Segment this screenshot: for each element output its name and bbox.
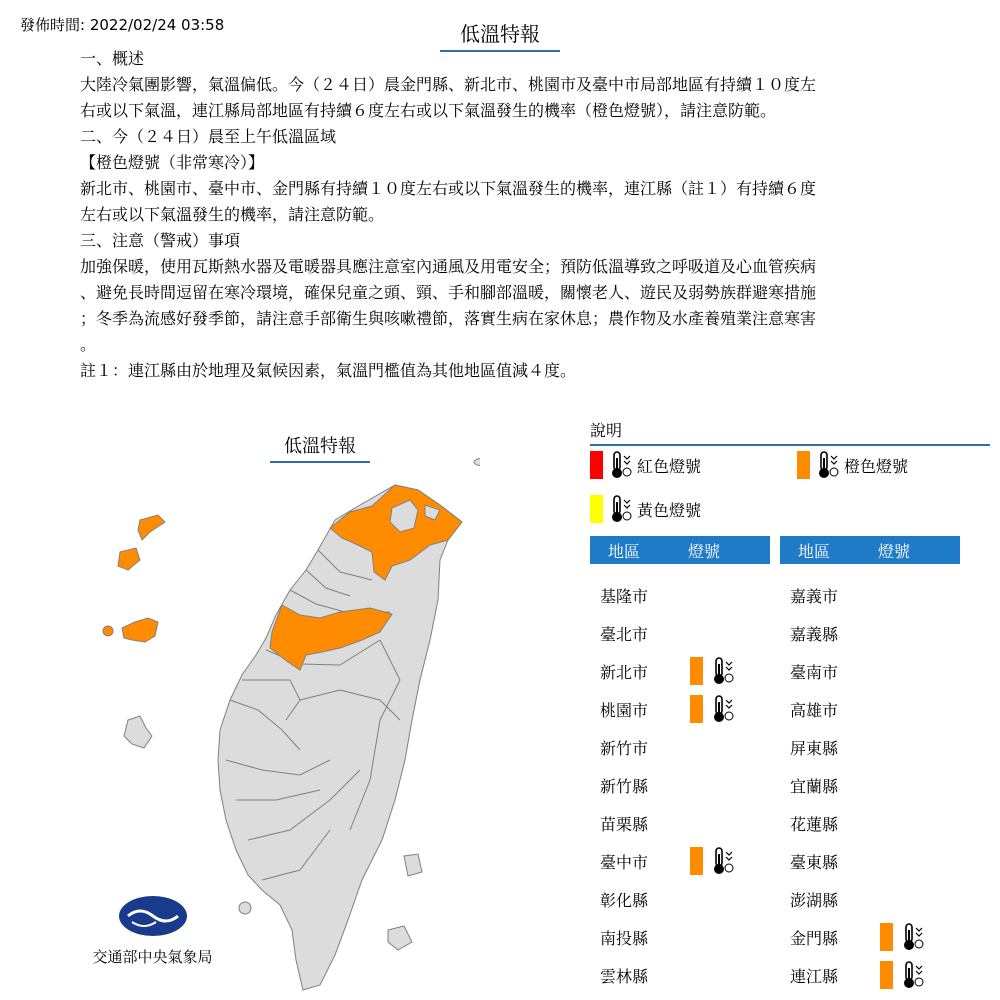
header-region: 地區 xyxy=(798,541,831,561)
legend-red xyxy=(590,450,701,480)
header-region: 地區 xyxy=(608,541,641,561)
table-row xyxy=(780,842,980,880)
region-name: 嘉義縣 xyxy=(790,624,839,644)
warning-light xyxy=(690,846,735,876)
legend-title: 說明 xyxy=(590,418,990,446)
region-name: 桃園市 xyxy=(600,700,649,720)
table-row xyxy=(590,804,770,842)
table-header-right xyxy=(780,536,960,564)
area-line: 新北市、桃園市、臺中市、金門縣有持續１０度左右或以下氣溫發生的機率，連江縣（註１）有持續６度 xyxy=(80,179,817,198)
matsu-island xyxy=(118,548,140,570)
region-name: 金門縣 xyxy=(790,928,839,948)
matsu-island xyxy=(138,515,165,540)
orange-swatch xyxy=(797,451,810,479)
table-row xyxy=(780,728,980,766)
table-row xyxy=(780,690,980,728)
orchid-island xyxy=(388,926,412,950)
region-name: 臺北市 xyxy=(600,624,649,644)
liuqiu-island xyxy=(239,902,251,914)
region-name: 屏東縣 xyxy=(790,738,839,758)
table-row xyxy=(590,918,770,956)
kinmen-small-island xyxy=(103,626,113,636)
section-heading-overview: 一、概述 xyxy=(80,49,145,68)
pengjia-island xyxy=(474,458,480,466)
notice-line: 、避免長時間逗留在寒冷環境，確保兒童之頭、頸、手和腳部溫暖，關懷老人、遊民及弱勢族群避寒措施 xyxy=(80,283,817,302)
red-swatch xyxy=(590,451,603,479)
table-row xyxy=(780,614,980,652)
table-row xyxy=(780,956,980,994)
orange-bar xyxy=(690,695,703,723)
orange-bar xyxy=(690,847,703,875)
orange-light-heading: 【橙色燈號（非常寒冷）】 xyxy=(80,153,265,172)
map-title: 低溫特報 xyxy=(270,432,370,463)
taiwan-main-island xyxy=(218,485,462,990)
orange-label: 橙色燈號 xyxy=(844,456,909,476)
overview-line: 右或以下氣溫，連江縣局部地區有持續６度左右或以下氣溫發生的機率（橙色燈號），請注意防範。 xyxy=(80,101,777,120)
table-row xyxy=(590,842,770,880)
thermometer-icon xyxy=(814,450,840,480)
thermometer-icon xyxy=(899,960,925,990)
section-heading-area: 二、今（２４日）晨至上午低溫區域 xyxy=(80,127,337,146)
notice-line: 加強保暖，使用瓦斯熱水器及電暖器具應注意室內通風及用電安全；預防低溫導致之呼吸道及心血管疾病 xyxy=(80,257,817,276)
page-title: 低溫特報 xyxy=(440,18,560,52)
table-row xyxy=(780,880,980,918)
region-name: 連江縣 xyxy=(790,966,839,986)
orange-bar xyxy=(690,657,703,685)
orange-bar xyxy=(880,923,893,951)
yellow-swatch xyxy=(590,495,603,523)
region-list-right xyxy=(780,576,980,994)
region-name: 臺中市 xyxy=(600,852,649,872)
region-name: 嘉義市 xyxy=(790,586,839,606)
notice-line: ；冬季為流感好發季節，請注意手部衛生與咳嗽禮節，落實生病在家休息；農作物及水產養殖業注意寒害 xyxy=(80,309,817,328)
penghu-islands xyxy=(124,716,152,748)
bulletin-text xyxy=(80,46,920,384)
thermometer-icon xyxy=(709,656,735,686)
table-row xyxy=(780,804,980,842)
orange-bar xyxy=(880,961,893,989)
warning-light xyxy=(880,922,925,952)
region-name: 臺南市 xyxy=(790,662,839,682)
table-row xyxy=(780,576,980,614)
region-name: 南投縣 xyxy=(600,928,649,948)
region-name: 雲林縣 xyxy=(600,966,649,986)
region-name: 澎湖縣 xyxy=(790,890,839,910)
notice-line: 。 xyxy=(80,335,97,354)
overview-line: 大陸冷氣團影響，氣溫偏低。今（２４日）晨金門縣、新北市、桃園市及臺中市局部地區有持續１０度左 xyxy=(80,75,817,94)
warning-light xyxy=(690,656,735,686)
taiwan-map xyxy=(90,450,480,1000)
table-row xyxy=(780,918,980,956)
thermometer-icon xyxy=(607,494,633,524)
section-heading-notice: 三、注意（警戒）事項 xyxy=(80,231,241,250)
region-name: 花蓮縣 xyxy=(790,814,839,834)
footnote: 註１：連江縣由於地理及氣候因素，氣溫門檻值為其他地區值減４度。 xyxy=(80,361,577,380)
region-name: 彰化縣 xyxy=(600,890,649,910)
warning-light xyxy=(880,960,925,990)
table-row xyxy=(590,576,770,614)
table-row xyxy=(590,880,770,918)
region-name: 苗栗縣 xyxy=(600,814,649,834)
region-name: 高雄市 xyxy=(790,700,839,720)
region-name: 基隆市 xyxy=(600,586,649,606)
thermometer-icon xyxy=(709,846,735,876)
kinmen-island xyxy=(122,618,158,642)
cwb-logo-icon xyxy=(119,896,187,936)
legend-yellow xyxy=(590,494,701,524)
warning-light xyxy=(690,694,735,724)
header-light: 燈號 xyxy=(878,541,911,561)
legend-orange xyxy=(797,450,908,480)
table-row xyxy=(590,690,770,728)
issue-time: 發佈時間: 2022/02/24 03:58 xyxy=(20,16,225,34)
region-name: 宜蘭縣 xyxy=(790,776,839,796)
table-row xyxy=(590,614,770,652)
area-line: 左右或以下氣溫發生的機率，請注意防範。 xyxy=(80,205,385,224)
table-row xyxy=(590,766,770,804)
thermometer-icon xyxy=(899,922,925,952)
region-list-left xyxy=(590,576,770,994)
table-row xyxy=(780,766,980,804)
table-header-left xyxy=(590,536,770,564)
thermometer-icon xyxy=(607,450,633,480)
table-row xyxy=(590,728,770,766)
region-name: 新竹縣 xyxy=(600,776,649,796)
agency-name: 交通部中央氣象局 xyxy=(92,948,213,966)
region-name: 新北市 xyxy=(600,662,649,682)
table-row xyxy=(590,956,770,994)
red-label: 紅色燈號 xyxy=(637,456,702,476)
region-name: 臺東縣 xyxy=(790,852,839,872)
header-light: 燈號 xyxy=(688,541,721,561)
green-island xyxy=(404,854,422,876)
thermometer-icon xyxy=(709,694,735,724)
yellow-label: 黃色燈號 xyxy=(637,500,702,520)
table-row xyxy=(780,652,980,690)
table-row xyxy=(590,652,770,690)
region-name: 新竹市 xyxy=(600,738,649,758)
